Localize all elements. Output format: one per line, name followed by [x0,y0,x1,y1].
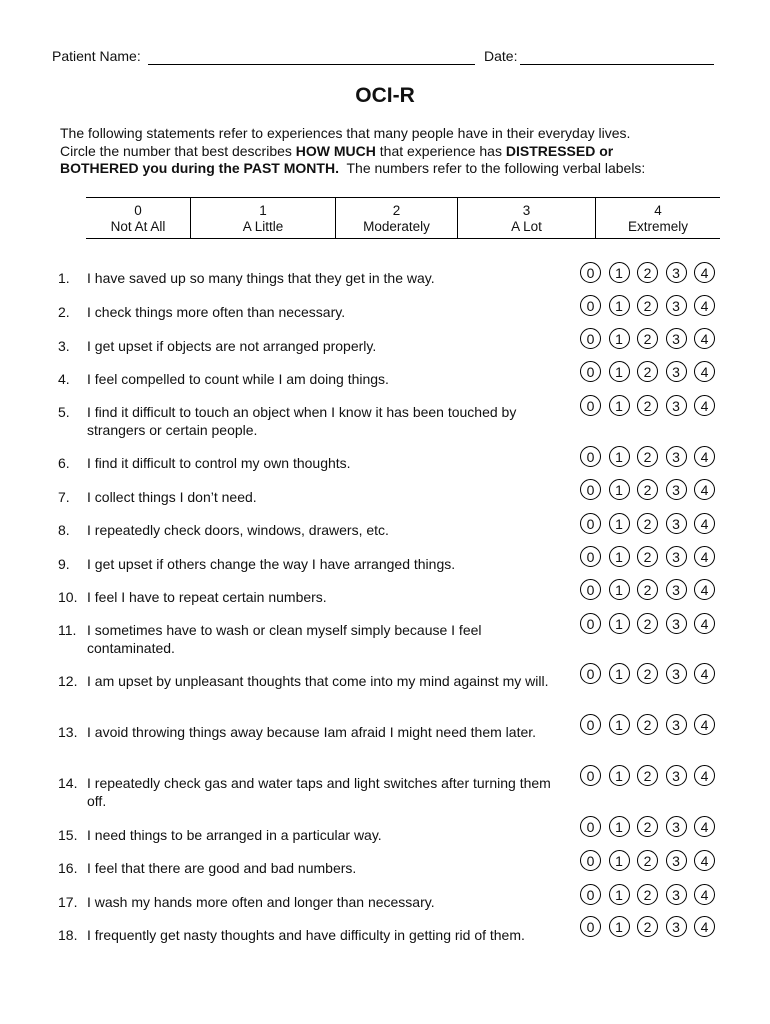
rating-option-2[interactable]: 2 [637,328,658,349]
rating-option-2[interactable]: 2 [637,513,658,534]
rating-option-3[interactable]: 3 [666,816,687,837]
rating-option-0[interactable]: 0 [580,850,601,871]
rating-options [580,850,715,871]
rating-option-1[interactable]: 1 [609,850,630,871]
rating-option-3[interactable]: 3 [666,765,687,786]
scale-number: 0 [134,203,142,218]
question-number: 4. [58,371,70,387]
rating-option-1[interactable]: 1 [609,884,630,905]
rating-option-2[interactable]: 2 [637,765,658,786]
question-number: 1. [58,270,70,286]
rating-option-3[interactable]: 3 [666,714,687,735]
rating-scale-legend [86,197,720,239]
rating-option-0[interactable]: 0 [580,816,601,837]
rating-option-1[interactable]: 1 [609,513,630,534]
question-number: 3. [58,338,70,354]
scale-number: 4 [654,203,662,218]
rating-option-2[interactable]: 2 [637,579,658,600]
rating-option-0[interactable]: 0 [580,479,601,500]
instructions-line-3 [60,160,720,178]
question-number: 16. [58,860,78,876]
rating-option-3[interactable]: 3 [666,262,687,283]
rating-option-1[interactable]: 1 [609,663,630,684]
question-text: I frequently get nasty thoughts and have difficulty in getting rid of them. [87,927,525,943]
scale-cell [191,198,336,238]
question-text: I feel compelled to count while I am doing things. [87,371,389,387]
rating-options [580,884,715,905]
page-title: OCI-R [355,84,415,107]
rating-option-3[interactable]: 3 [666,850,687,871]
rating-option-1[interactable]: 1 [609,328,630,349]
rating-options [580,395,715,416]
date-field[interactable] [520,64,714,65]
rating-option-2[interactable]: 2 [637,663,658,684]
scale-label: A Little [242,219,284,234]
rating-option-1[interactable]: 1 [609,613,630,634]
scale-number: 1 [259,203,267,218]
rating-option-1[interactable]: 1 [609,295,630,316]
question-text: I have saved up so many things that they get in the way. [87,270,435,286]
rating-option-4[interactable]: 4 [694,579,715,600]
question-text: I am upset by unpleasant thoughts that come into my mind against my will. [87,673,549,689]
question-text: I avoid throwing things away because Iam afraid I might need them later. [87,724,537,740]
rating-option-4[interactable]: 4 [694,850,715,871]
rating-option-4[interactable]: 4 [694,916,715,937]
rating-option-1[interactable]: 1 [609,765,630,786]
question-number: 13. [58,724,78,740]
rating-option-4[interactable]: 4 [694,816,715,837]
patient-name-label: Patient Name: [52,48,141,64]
question-number: 12. [58,673,78,689]
rating-option-3[interactable]: 3 [666,579,687,600]
form-header [52,48,717,66]
scale-label: Extremely [627,219,688,234]
question-number: 11. [58,622,77,638]
rating-option-2[interactable]: 2 [637,262,658,283]
rating-option-2[interactable]: 2 [637,613,658,634]
rating-option-1[interactable]: 1 [609,395,630,416]
scale-cell [336,198,458,238]
rating-option-4[interactable]: 4 [694,513,715,534]
rating-option-0[interactable]: 0 [580,295,601,316]
rating-option-2[interactable]: 2 [637,816,658,837]
rating-options [580,295,715,316]
scale-number: 3 [522,203,531,218]
question-text: I feel that there are good and bad numbers. [87,860,357,876]
rating-option-4[interactable]: 4 [694,361,715,382]
rating-options [580,446,715,467]
question-text: I feel I have to repeat certain numbers. [87,589,327,605]
rating-option-0[interactable]: 0 [580,513,601,534]
rating-option-1[interactable]: 1 [609,714,630,735]
rating-option-2[interactable]: 2 [637,916,658,937]
question-number: 7. [58,489,70,505]
question-text: I repeatedly check gas and water taps and light switches after turning them off. [87,775,551,809]
rating-option-2[interactable]: 2 [637,479,658,500]
question-text: I check things more often than necessary. [87,304,346,320]
rating-option-2[interactable]: 2 [637,395,658,416]
rating-options [580,663,715,684]
rating-option-0[interactable]: 0 [580,328,601,349]
question-text: I sometimes have to wash or clean myself simply because I feel contaminated. [87,622,482,656]
rating-options [580,546,715,567]
rating-option-0[interactable]: 0 [580,262,601,283]
question-number: 14. [58,775,78,791]
rating-options [580,328,715,349]
rating-option-4[interactable]: 4 [694,663,715,684]
rating-option-4[interactable]: 4 [694,613,715,634]
instructions-text: that experience has [375,142,506,159]
rating-option-3[interactable]: 3 [666,479,687,500]
question-text: I need things to be arranged in a particular way. [87,827,382,843]
rating-option-1[interactable]: 1 [609,446,630,467]
question-number: 10. [58,589,78,605]
rating-option-0[interactable]: 0 [580,613,601,634]
question-number: 15. [58,827,78,843]
instructions-line-1: The following statements refer to experiences that many people have in their everyday lives. [60,125,631,141]
rating-option-4[interactable]: 4 [694,395,715,416]
rating-option-0[interactable]: 0 [580,361,601,382]
question-number: 17. [58,894,78,910]
rating-option-2[interactable]: 2 [637,295,658,316]
patient-name-field[interactable] [148,64,475,65]
rating-option-2[interactable]: 2 [637,714,658,735]
rating-option-3[interactable]: 3 [666,361,687,382]
rating-option-3[interactable]: 3 [666,295,687,316]
rating-option-3[interactable]: 3 [666,328,687,349]
rating-option-3[interactable]: 3 [666,663,687,684]
question-text: I find it difficult to touch an object when I know it has been touched by strangers or certain people. [87,404,517,438]
rating-option-0[interactable]: 0 [580,765,601,786]
rating-option-1[interactable]: 1 [609,479,630,500]
scale-cell [86,198,191,238]
question-text: I find it difficult to control my own thoughts. [87,455,351,471]
rating-option-3[interactable]: 3 [666,446,687,467]
question-number: 6. [58,455,70,471]
rating-options [580,361,715,382]
scale-cell [596,198,720,238]
rating-option-0[interactable]: 0 [580,546,601,567]
question-number: 9. [58,556,70,572]
question-number: 5. [58,404,70,420]
scale-label: A Lot [511,219,542,234]
rating-option-2[interactable]: 2 [637,446,658,467]
question-text: I get upset if objects are not arranged properly. [87,338,377,354]
rating-option-1[interactable]: 1 [609,579,630,600]
question-text: I get upset if others change the way I have arranged things. [87,556,456,572]
rating-option-0[interactable]: 0 [580,446,601,467]
rating-option-1[interactable]: 1 [609,916,630,937]
scale-label: Not At All [110,219,166,234]
rating-option-1[interactable]: 1 [609,262,630,283]
instructions-emphasis: DISTRESSED or [505,142,614,159]
rating-options [580,513,715,534]
instructions-emphasis: HOW MUCH [295,142,376,159]
date-label: Date: [484,48,518,64]
question-text: I wash my hands more often and longer than necessary. [87,894,435,910]
rating-option-4[interactable]: 4 [694,295,715,316]
rating-options [580,579,715,600]
rating-options [580,765,715,786]
rating-option-4[interactable]: 4 [694,546,715,567]
scale-label: Moderately [363,219,430,234]
rating-option-3[interactable]: 3 [666,884,687,905]
rating-option-4[interactable]: 4 [694,765,715,786]
rating-options [580,714,715,735]
rating-option-3[interactable]: 3 [666,916,687,937]
rating-option-0[interactable]: 0 [580,916,601,937]
rating-option-1[interactable]: 1 [609,546,630,567]
rating-options [580,816,715,837]
rating-options [580,613,715,634]
rating-option-4[interactable]: 4 [694,479,715,500]
rating-option-4[interactable]: 4 [694,446,715,467]
scale-number: 2 [392,203,401,218]
rating-option-3[interactable]: 3 [666,395,687,416]
instructions-emphasis: BOTHERED you during the PAST MONTH. [60,160,339,176]
rating-option-3[interactable]: 3 [666,546,687,567]
rating-option-3[interactable]: 3 [666,613,687,634]
scale-cell [458,198,596,238]
rating-option-2[interactable]: 2 [637,850,658,871]
rating-option-2[interactable]: 2 [637,546,658,567]
instructions-text: The numbers refer to the following verbal labels: [338,160,646,176]
rating-option-4[interactable]: 4 [694,328,715,349]
rating-option-0[interactable]: 0 [580,714,601,735]
rating-option-0[interactable]: 0 [580,663,601,684]
rating-option-2[interactable]: 2 [637,884,658,905]
question-number: 8. [58,522,70,538]
rating-option-1[interactable]: 1 [609,816,630,837]
question-text: I repeatedly check doors, windows, drawers, etc. [87,522,389,538]
rating-options [580,916,715,937]
question-number: 18. [58,927,78,943]
question-text: I collect things I don’t need. [87,489,257,505]
instructions-text: Circle the number that best describes [60,142,296,159]
rating-option-4[interactable]: 4 [694,884,715,905]
instructions [60,125,720,178]
rating-option-0[interactable]: 0 [580,579,601,600]
rating-option-2[interactable]: 2 [637,361,658,382]
rating-options [580,262,715,283]
rating-option-0[interactable]: 0 [580,395,601,416]
rating-options [580,479,715,500]
rating-option-0[interactable]: 0 [580,884,601,905]
rating-option-1[interactable]: 1 [609,361,630,382]
instructions-line-2 [60,143,720,161]
question-number: 2. [58,304,70,320]
rating-option-3[interactable]: 3 [666,513,687,534]
rating-option-4[interactable]: 4 [694,262,715,283]
rating-option-4[interactable]: 4 [694,714,715,735]
